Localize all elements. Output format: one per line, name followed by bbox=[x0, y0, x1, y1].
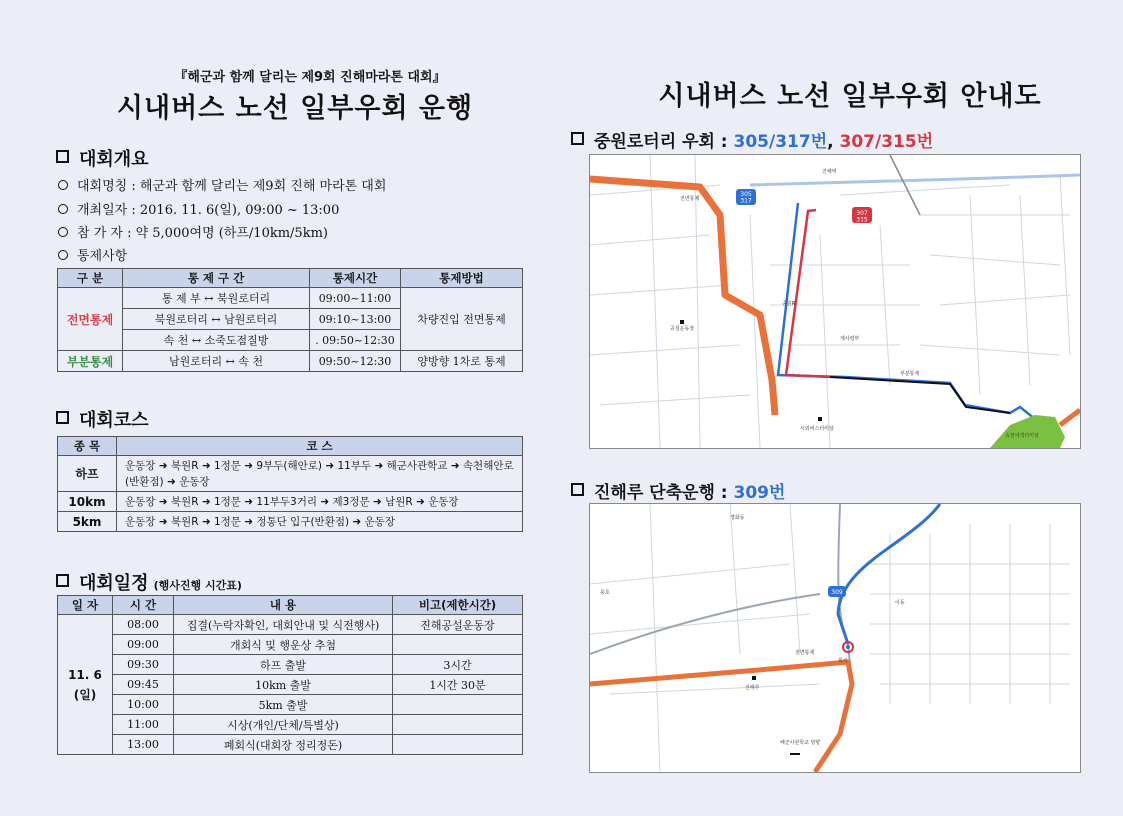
schedule-table bbox=[57, 595, 523, 755]
map1-bus-blue-label: 305 317 bbox=[740, 191, 752, 205]
schedule-header-time: 시 간 bbox=[113, 596, 174, 615]
map2-label-jinhaeru: 진해루 bbox=[745, 685, 760, 691]
map2-svg bbox=[590, 504, 1080, 772]
map1-full-control-road bbox=[590, 179, 775, 415]
schedule-time: 13:00 bbox=[113, 735, 174, 755]
overview-heading-text: 대회개요 bbox=[79, 149, 149, 170]
map2-label-area2: 이동 bbox=[895, 600, 905, 606]
control-table bbox=[57, 268, 523, 372]
control-section: 통 제 부 ↔ 북원로터리 bbox=[123, 288, 310, 309]
schedule-content: 폐회식(대회장 정리정돈) bbox=[174, 735, 393, 755]
course-heading-text: 대회코스 bbox=[79, 410, 149, 431]
map1-terminal-marker bbox=[818, 417, 822, 421]
control-time: . 09:50~12:30 bbox=[310, 330, 401, 351]
course-header-route: 코 스 bbox=[117, 437, 523, 456]
overview-item-text: 참 가 자 : 약 5,000여명 (하프/10km/5km) bbox=[77, 226, 328, 241]
course-route: 운동장 ➜ 북원R ➜ 1정문 ➜ 11부두3거리 ➜ 제3정문 ➜ 남원R ➜ 운동장 bbox=[117, 492, 523, 512]
control-section: 북원로터리 ↔ 남원로터리 bbox=[123, 309, 310, 330]
map1-heading-prefix: 중원로터리 우회 : bbox=[594, 132, 734, 152]
schedule-note bbox=[393, 695, 523, 715]
checkbox-icon bbox=[571, 483, 584, 496]
course-route: 운동장 ➜ 북원R ➜ 1정문 ➜ 9부두(해안로) ➜ 11부두 ➜ 해군사관학교 ➜ 속천해안로(반환점) ➜ 운동장 bbox=[117, 456, 523, 492]
map1-streets bbox=[590, 155, 1070, 448]
checkbox-icon bbox=[56, 411, 69, 424]
overview-item-text: 대회명칭 : 해군과 함께 달리는 제9회 진해 마라톤 대회 bbox=[77, 179, 387, 194]
schedule-header-content: 내 용 bbox=[174, 596, 393, 615]
checkbox-icon bbox=[56, 150, 69, 163]
overview-item-participants bbox=[58, 222, 328, 241]
schedule-time: 09:00 bbox=[113, 635, 174, 655]
course-header-event: 종 목 bbox=[58, 437, 117, 456]
map1-label-station: 진해역 bbox=[822, 169, 837, 175]
page-title: 시내버스 노선 일부우회 운행 bbox=[116, 93, 474, 124]
control-method-partial: 양방향 1차로 통제 bbox=[401, 351, 523, 372]
overview-heading bbox=[56, 145, 149, 171]
map2-label-turn: 회차 bbox=[838, 658, 848, 664]
schedule-content: 집결(누락자확인, 대회안내 및 식전행사) bbox=[174, 615, 393, 635]
map2-label-area1: 경화동 bbox=[730, 515, 745, 521]
course-event: 5km bbox=[58, 512, 117, 532]
map2-label-note: 해군사관학교 방향 bbox=[780, 740, 821, 746]
schedule-content: 하프 출발 bbox=[174, 655, 393, 675]
map1 bbox=[589, 154, 1081, 449]
map1-railway bbox=[750, 175, 1080, 185]
course-event: 10km bbox=[58, 492, 117, 512]
schedule-time: 11:00 bbox=[113, 715, 174, 735]
map1-label-jungwon: 중원R bbox=[782, 301, 796, 307]
overview-item-name bbox=[58, 175, 386, 194]
schedule-content: 시상(개인/단체/특별상) bbox=[174, 715, 393, 735]
circle-bullet-icon bbox=[58, 180, 68, 190]
map1-stadium-marker bbox=[680, 320, 684, 324]
control-time: 09:00~11:00 bbox=[310, 288, 401, 309]
schedule-note: 진해공설운동장 bbox=[393, 615, 523, 635]
map2-heading bbox=[571, 478, 785, 503]
circle-bullet-icon bbox=[58, 250, 68, 260]
map1-orange-segment bbox=[1060, 410, 1080, 425]
course-table bbox=[57, 436, 523, 532]
map1-svg bbox=[590, 155, 1080, 448]
map1-label-sokcheon: 속천여객터미널 bbox=[1005, 433, 1039, 439]
circle-bullet-icon bbox=[58, 204, 68, 214]
schedule-content: 5km 출발 bbox=[174, 695, 393, 715]
schedule-header-note: 비고(제한시간) bbox=[393, 596, 523, 615]
map1-routes-red: 307/315번 bbox=[839, 132, 934, 152]
circle-bullet-icon bbox=[58, 227, 68, 237]
map2-bus-label: 309 bbox=[831, 589, 843, 596]
map1-red-detour bbox=[786, 210, 830, 377]
control-header-time: 통제시간 bbox=[310, 269, 401, 288]
map2-streets bbox=[590, 504, 1070, 772]
control-time: 09:10~13:00 bbox=[310, 309, 401, 330]
map1-label-cityhall: 제사령부 bbox=[840, 336, 860, 342]
map1-label-full-control: 전면통제 bbox=[680, 196, 700, 202]
schedule-date: 11. 6 (일) bbox=[58, 615, 113, 755]
map1-blue-detour bbox=[778, 203, 1040, 423]
map2-turnaround-center bbox=[846, 645, 850, 649]
map1-label-stadium: 공설운동장 bbox=[670, 326, 695, 332]
schedule-note bbox=[393, 635, 523, 655]
map1-road bbox=[890, 155, 920, 215]
control-section: 남원로터리 ↔ 속 천 bbox=[123, 351, 310, 372]
map1-label-terminal: 시외버스터미널 bbox=[800, 426, 834, 432]
map1-bus-red-label: 307 315 bbox=[856, 210, 868, 224]
schedule-time: 09:45 bbox=[113, 675, 174, 695]
full-control-label: 전면통제 bbox=[58, 288, 123, 351]
partial-control-label: 부분통제 bbox=[58, 351, 123, 372]
schedule-note bbox=[393, 715, 523, 735]
map2-routes-blue: 309번 bbox=[733, 483, 786, 503]
schedule-header-date: 일 자 bbox=[58, 596, 113, 615]
control-section: 속 천 ↔ 소죽도점질방 bbox=[123, 330, 310, 351]
schedule-content: 10km 출발 bbox=[174, 675, 393, 695]
map1-routes-blue: 305/317번 bbox=[733, 132, 828, 152]
course-event: 하프 bbox=[58, 456, 117, 492]
control-method-full: 차량진입 전면통제 bbox=[401, 288, 523, 351]
overview-item-date bbox=[58, 199, 339, 218]
event-subtitle: 『해군과 함께 달리는 제9회 진해마라톤 대회』 bbox=[174, 70, 446, 85]
map-page-title: 시내버스 노선 일부우회 안내도 bbox=[658, 81, 1042, 112]
map1-green-area bbox=[990, 415, 1065, 448]
map2 bbox=[589, 503, 1081, 773]
overview-item-control bbox=[58, 245, 127, 264]
map2-heading-prefix: 진해루 단축운행 : bbox=[594, 483, 734, 503]
overview-item-text: 통제사항 bbox=[77, 249, 128, 264]
schedule-note: 1시간 30분 bbox=[393, 675, 523, 695]
schedule-heading bbox=[56, 569, 242, 595]
control-header-category: 구 분 bbox=[58, 269, 123, 288]
map2-blue-route bbox=[838, 504, 940, 644]
schedule-time: 10:00 bbox=[113, 695, 174, 715]
schedule-subheading: (행사진행 시간표) bbox=[153, 579, 242, 592]
map2-label-full-control: 전면통제 bbox=[795, 650, 815, 656]
schedule-time: 09:30 bbox=[113, 655, 174, 675]
checkbox-icon bbox=[571, 132, 584, 145]
overview-item-text: 개최일자 : 2016. 11. 6(일), 09:00 ~ 13:00 bbox=[77, 203, 340, 218]
course-heading bbox=[56, 406, 149, 432]
schedule-note bbox=[393, 735, 523, 755]
checkbox-icon bbox=[56, 574, 69, 587]
map1-heading: 중원로터리 우회 : 305/317번, 307/315번 bbox=[571, 127, 933, 152]
control-time: 09:50~12:30 bbox=[310, 351, 401, 372]
schedule-content: 개회식 및 행운상 추첨 bbox=[174, 635, 393, 655]
map2-full-control-road bbox=[590, 662, 852, 772]
map2-label-area3: 풍호 bbox=[600, 590, 610, 596]
map1-label-partial-control: 부분통제 bbox=[900, 371, 920, 377]
map2-jinhaeru-marker bbox=[752, 676, 756, 680]
course-route: 운동장 ➜ 북원R ➜ 1정문 ➜ 정통단 입구(반환점) ➜ 운동장 bbox=[117, 512, 523, 532]
schedule-time: 08:00 bbox=[113, 615, 174, 635]
control-header-method: 통제방법 bbox=[401, 269, 523, 288]
schedule-heading-text: 대회일정 bbox=[79, 573, 149, 594]
control-header-section: 통 제 구 간 bbox=[123, 269, 310, 288]
schedule-note: 3시간 bbox=[393, 655, 523, 675]
